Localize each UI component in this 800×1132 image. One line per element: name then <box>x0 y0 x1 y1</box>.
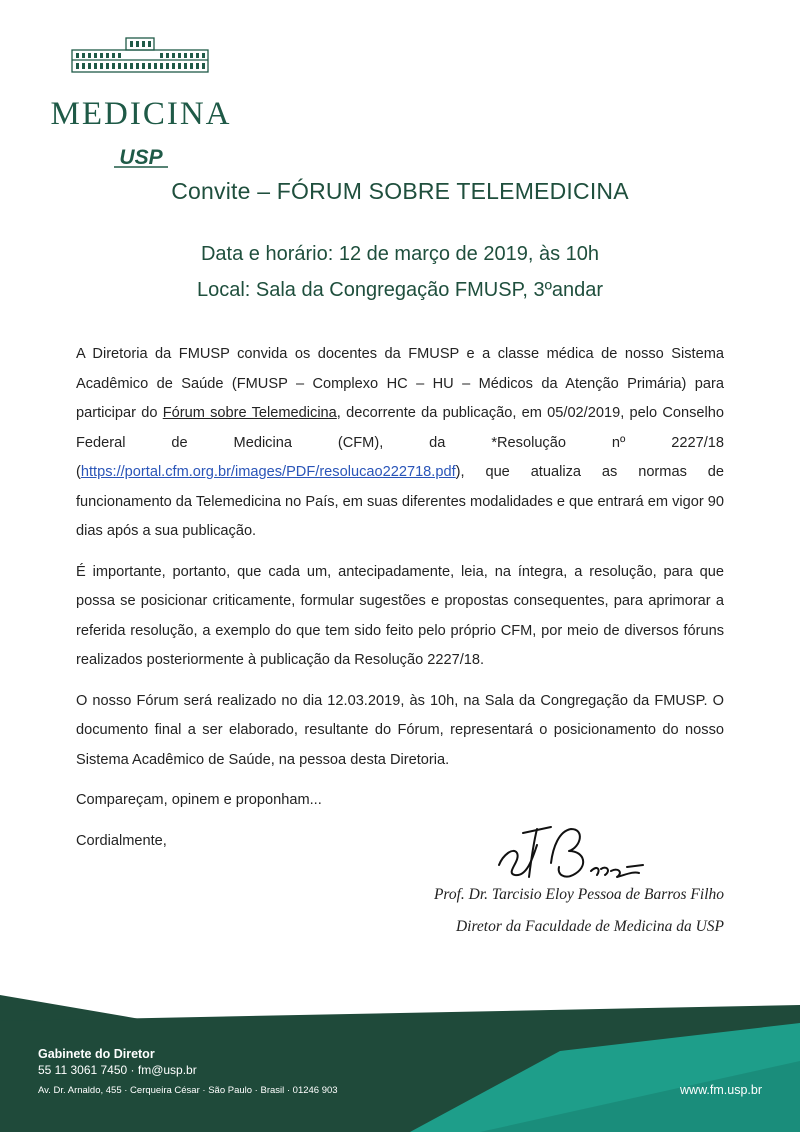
footer-office: Gabinete do Diretor <box>38 1047 155 1061</box>
event-date-line: Data e horário: 12 de março de 2019, às 10h <box>200 243 600 265</box>
paragraph-forum-details: O nosso Fórum será realizado no dia 12.03.2019, às 10h, na Sala da Congregação da FMUSP. O documento final a ser elaborado, resultante do Fórum, representará o posicionamento do nosso Sistema Acadêmico de Saúde, na pessoa desta Diretoria. <box>76 692 724 768</box>
paragraph-invitation <box>76 340 724 547</box>
medicina-usp-logo <box>38 30 244 169</box>
handwritten-signature <box>493 817 658 887</box>
letter-body <box>76 340 724 867</box>
logo-wordmark: MEDICINA <box>50 96 232 132</box>
paragraph-importance: É importante, portanto, que cada um, antecipadamente, leia, na íntegra, a resolução, para que possa se posicionar criticamente, formular sugestões e propostas consequentes, para aprimorar a referida resolução, a exemplo do que tem sido feito pelo próprio CFM, por meio de diversos fóruns realizados posteriormente à publicação da Resolução 2227/18. <box>76 563 724 668</box>
usp-logo-icon <box>110 145 172 169</box>
paragraph-invitation-part2: , decorrente da publicação, em 05/02/2019, pelo Conselho Federal de Medicina (CFM), da *Resolução nº 2227/18 ( <box>76 405 724 480</box>
footer-address: Av. Dr. Arnaldo, 455 · Cerqueira César · São Paulo · Brasil · 01246 903 <box>38 1085 338 1096</box>
footer-website-link[interactable]: www.fm.usp.br <box>680 1083 762 1097</box>
paragraph-invitation-part1: A Diretoria da FMUSP convida os docentes da FMUSP e a classe médica de nosso Sistema Acadêmico de Saúde (FMUSP – Complexo HC – HU – Médicos da Atenção Primária) para participar do <box>76 346 724 421</box>
resolution-link[interactable]: https://portal.cfm.org.br/images/PDF/resolucao222718.pdf <box>80 464 456 480</box>
invitation-title: Convite – FÓRUM SOBRE TELEMEDICINA <box>171 178 629 204</box>
signatory-role: Diretor da Faculdade de Medicina da USP <box>455 918 724 935</box>
paragraph-call-to-action: Compareçam, opinem e proponham... <box>76 792 322 808</box>
footer-contact: 55 11 3061 7450 · fm@usp.br <box>38 1063 197 1077</box>
event-place-line: Local: Sala da Congregação FMUSP, 3ºandar <box>196 279 604 301</box>
paragraph-closing: Cordialmente, <box>76 832 167 849</box>
signatory-name: Prof. Dr. Tarcisio Eloy Pessoa de Barros Filho <box>433 886 724 903</box>
faculty-building-icon <box>70 36 210 74</box>
paragraph-invitation-part3: ), que atualiza as normas de funcionamento da Telemedicina no País, em suas diferentes modalidades e que entrará em vigor 90 dias após a sua publicação. <box>76 464 724 539</box>
forum-name: Fórum sobre Telemedicina <box>162 405 337 421</box>
usp-logo-text: USP <box>119 146 163 169</box>
